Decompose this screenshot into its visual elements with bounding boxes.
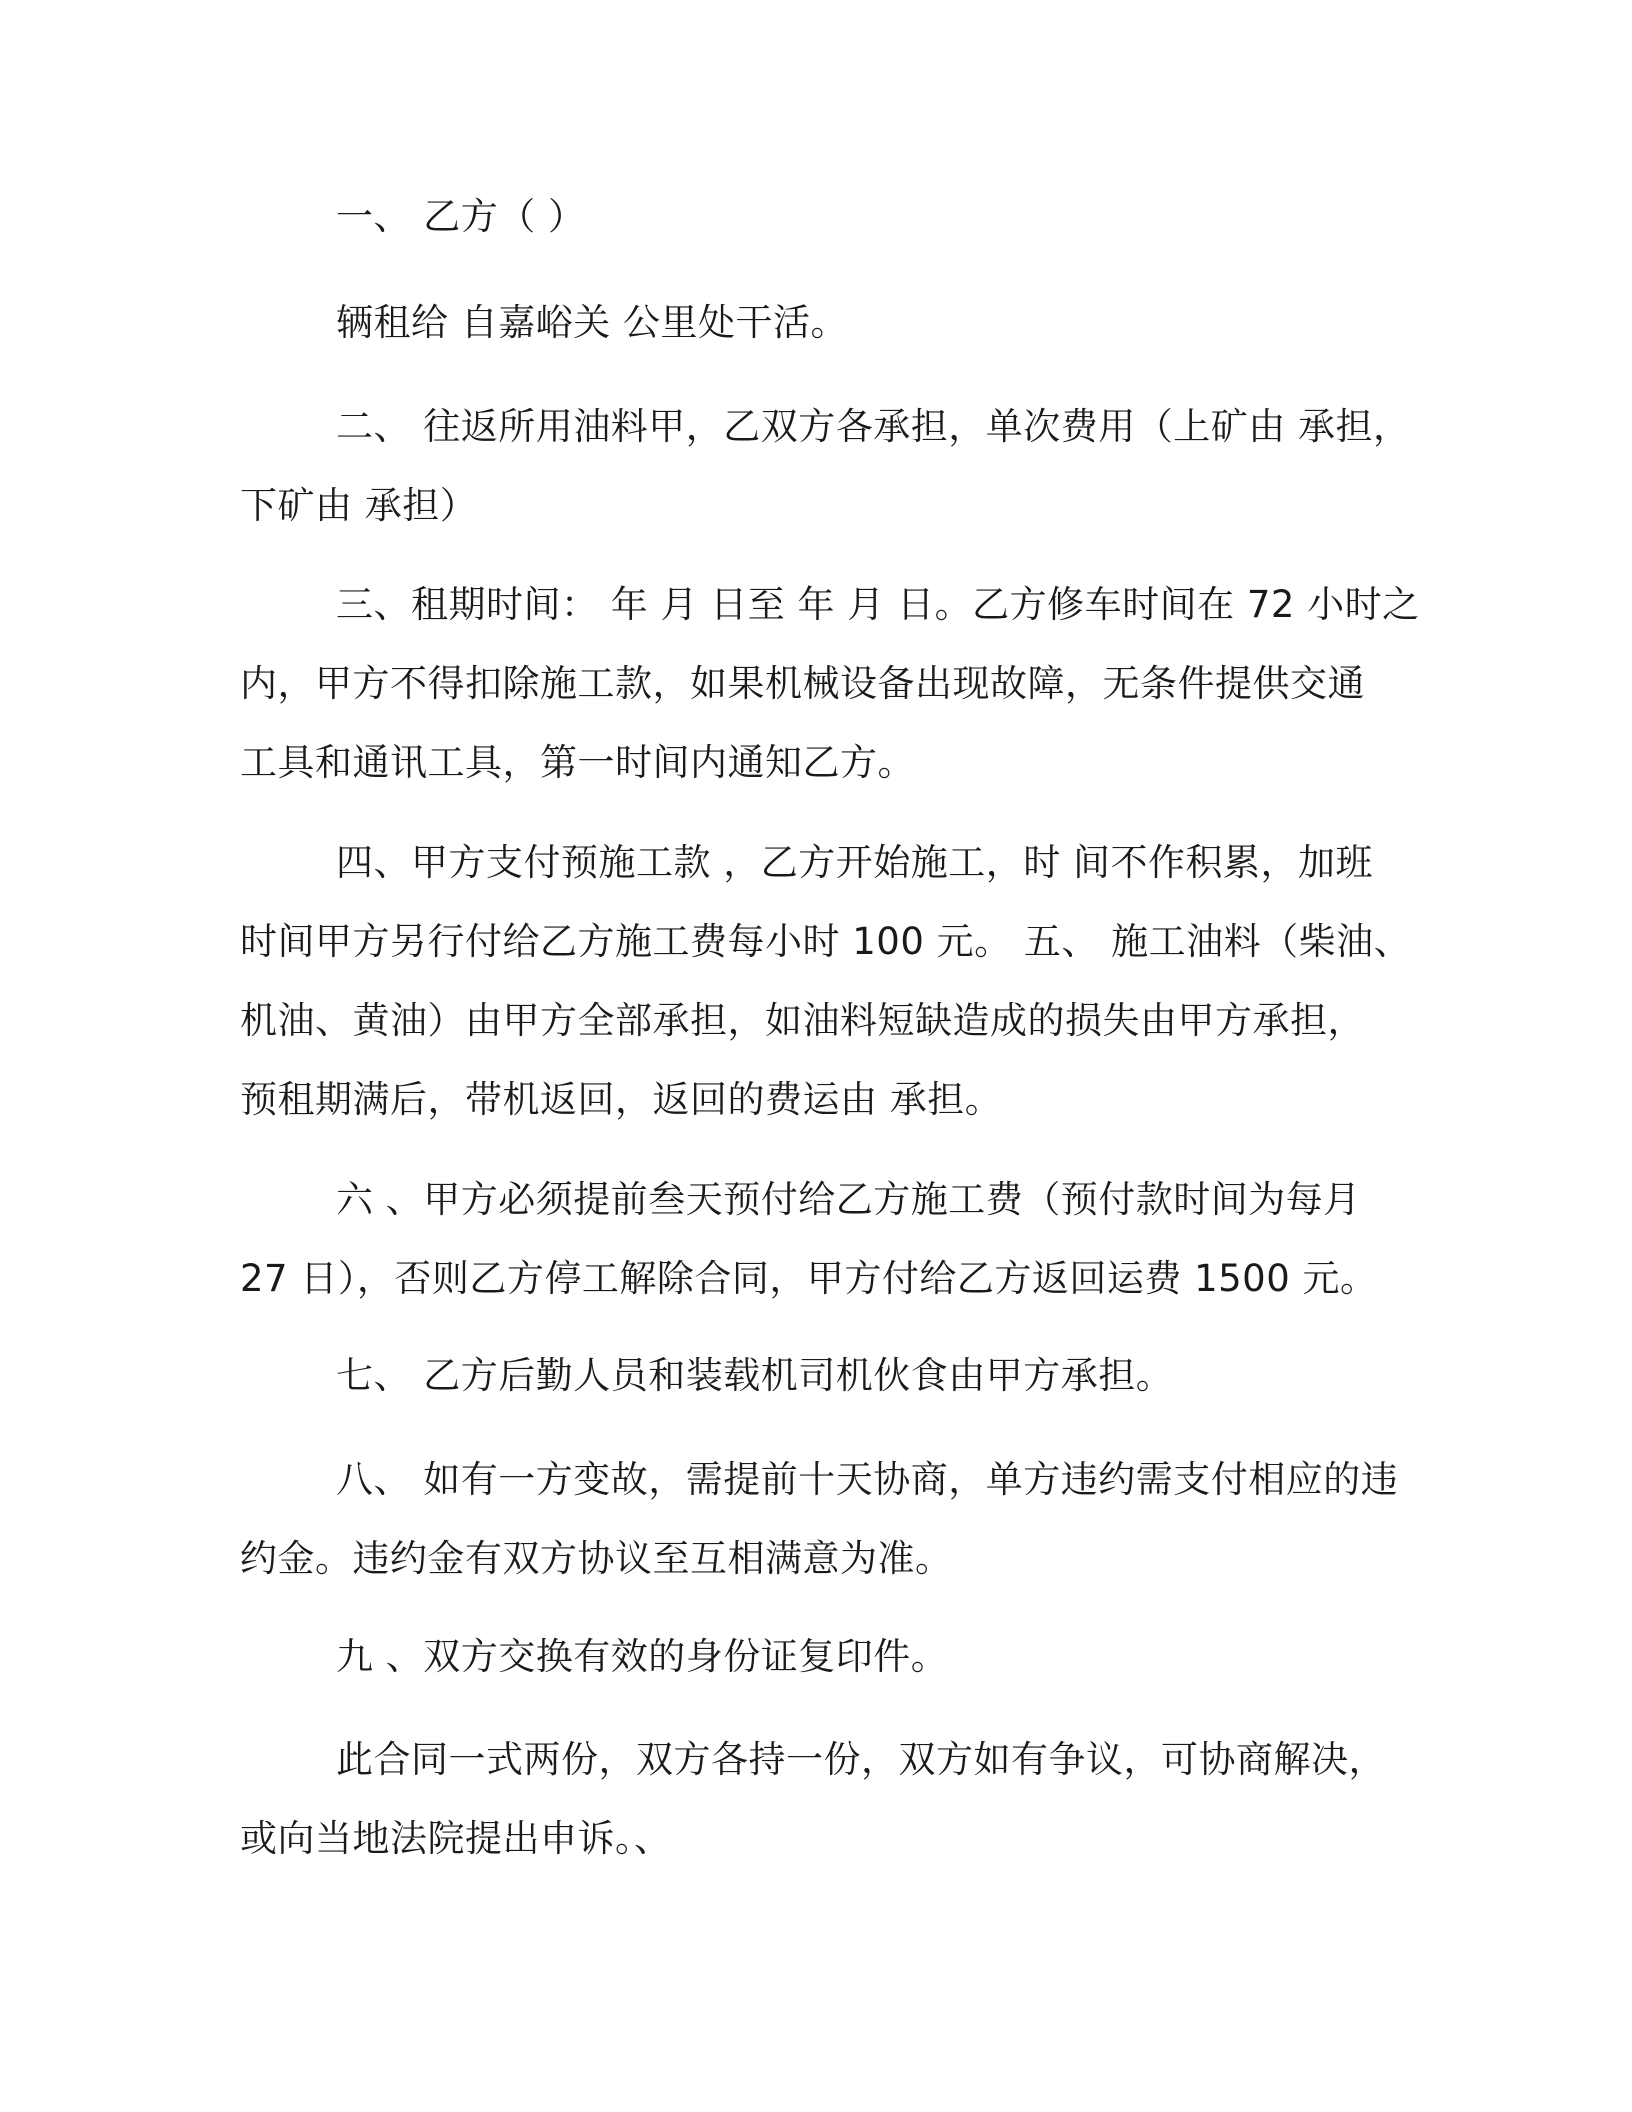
clause-rental-location <box>240 283 1400 362</box>
clause-9 <box>240 1617 1400 1696</box>
closing-paragraph <box>240 1720 1400 1878</box>
text-line: 时间甲方另行付给乙方施工费每小时 100 元。 五、 施工油料（柴油、 <box>240 920 1412 963</box>
text-line: 工具和通讯工具，第一时间内通知乙方。 <box>240 741 915 784</box>
clause-7 <box>240 1336 1400 1415</box>
text-line: 四、甲方支付预施工款 ，乙方开始施工，时 间不作积累，加班 <box>336 841 1374 884</box>
text-line: 八、 如有一方变故，需提前十天协商，单方违约需支付相应的违 <box>336 1458 1399 1501</box>
text-line: 三、租期时间： 年 月 日至 年 月 日。乙方修车时间在 72 小时之 <box>336 583 1420 626</box>
text-line: 机油、黄油）由甲方全部承担，如油料短缺造成的损失由甲方承担， <box>240 999 1365 1042</box>
clause-8 <box>240 1440 1400 1598</box>
clause-3 <box>240 565 1420 802</box>
text-line: 内，甲方不得扣除施工款，如果机械设备出现故障，无条件提供交通 <box>240 662 1365 705</box>
text-line: 七、 乙方后勤人员和装载机司机伙食由甲方承担。 <box>336 1354 1174 1397</box>
clause-1 <box>240 177 1400 256</box>
text-line: 或向当地法院提出申诉。、 <box>240 1817 672 1860</box>
clause-4-5 <box>240 823 1412 1139</box>
text-line: 27 日），否则乙方停工解除合同，甲方付给乙方返回运费 1500 元。 <box>240 1257 1378 1300</box>
clause-6 <box>240 1160 1400 1318</box>
text-line: 此合同一式两份，双方各持一份，双方如有争议，可协商解决， <box>336 1738 1386 1781</box>
text-line: 九 、双方交换有效的身份证复印件。 <box>336 1635 949 1678</box>
text-line: 六 、甲方必须提前叁天预付给乙方施工费（预付款时间为每月 <box>336 1178 1361 1221</box>
text-line: 下矿由 承担） <box>240 484 478 527</box>
text-line: 二、 往返所用油料甲，乙双方各承担，单次费用（上矿由 承担， <box>336 405 1411 448</box>
clause-2 <box>240 387 1411 545</box>
text-line: 辆租给 自嘉峪关 公里处干活。 <box>336 301 849 344</box>
text-line: 一、 乙方（ ） <box>336 195 586 238</box>
text-line: 预租期满后，带机返回，返回的费运由 承担。 <box>240 1078 1003 1121</box>
text-line: 约金。违约金有双方协议至互相满意为准。 <box>240 1537 953 1580</box>
